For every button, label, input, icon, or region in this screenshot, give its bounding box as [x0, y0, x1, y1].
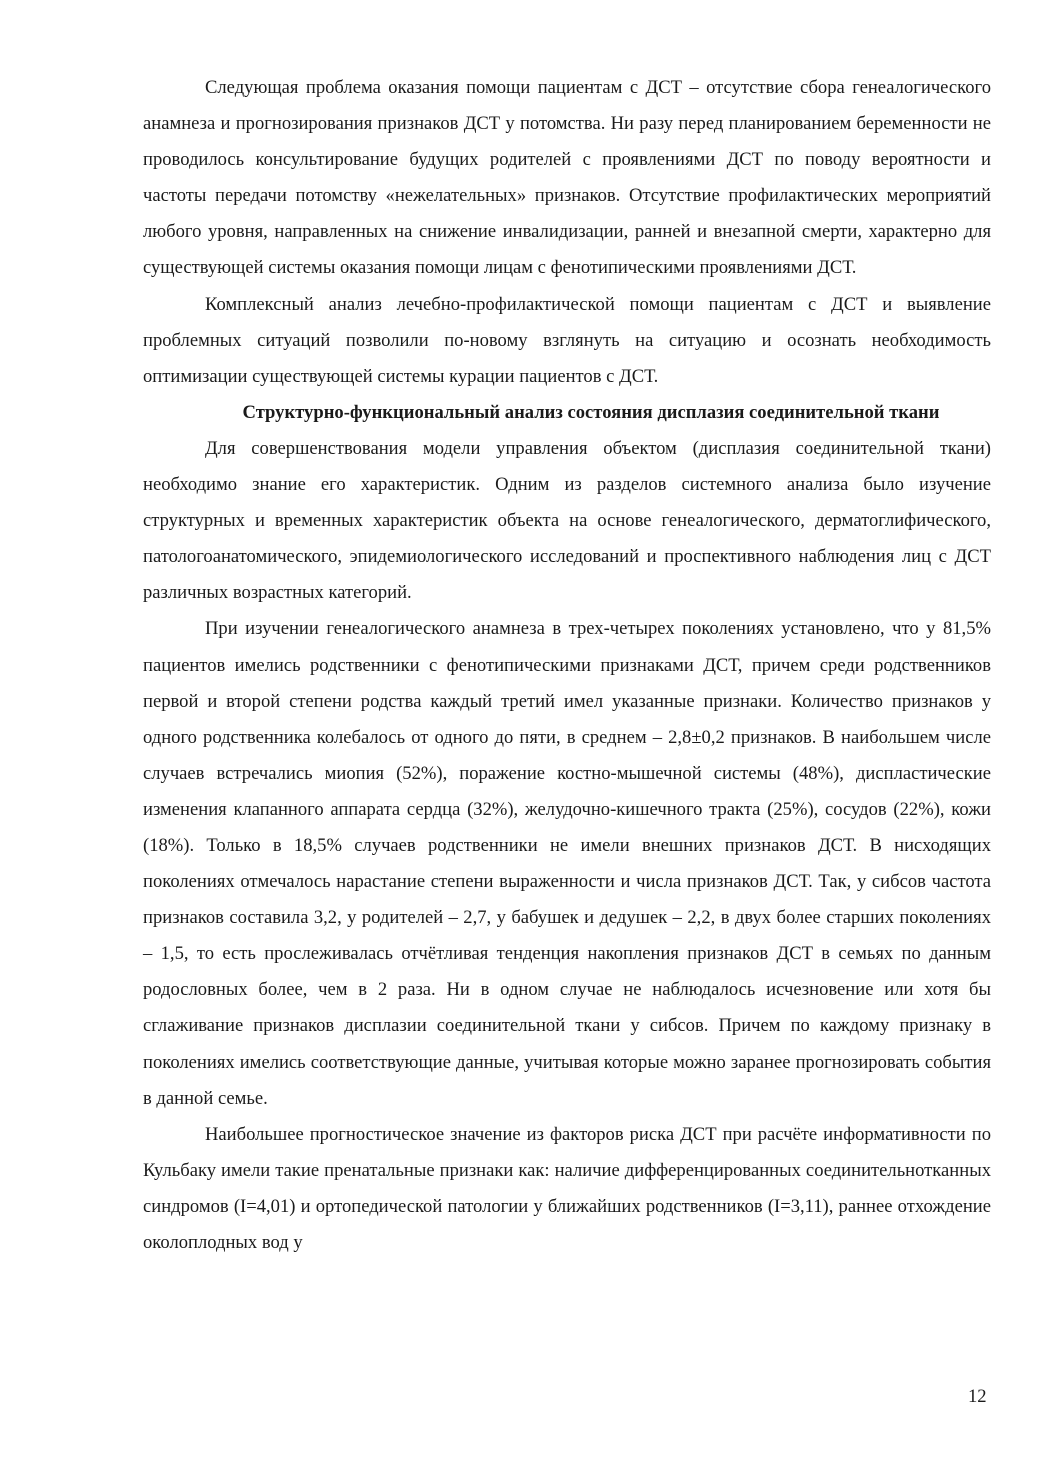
paragraph-prognostic-factors: Наибольшее прогностическое значение из факторов риска ДСТ при расчёте информативности по Кульбаку имели такие пренатальные признаки как: наличие дифференцированных соединительнотканных синдромов (I=4,01) и ортопедической патологии у ближайших родственников (I=3,11), раннее отхождение околоплодных вод у [143, 1123, 991, 1253]
paragraph-dct-care-problem: Следующая проблема оказания помощи пациентам с ДСТ – отсутствие сбора генеалогического анамнеза и прогнозирования признаков ДСТ у потомства. Ни разу перед планированием беременности не проводилось консультирование будущих родителей с проявлениями ДСТ по поводу вероятности и частоты передачи потомству «нежелательных» признаков. Отсутствие профилактических мероприятий любого уровня, направленных на снижение инвалидизации, ранней и внезапной смерти, характерно для существующей системы оказания помощи лицам с фенотипическими проявлениями ДСТ. [143, 77, 991, 279]
paragraph-genealogical-anamnesis: При изучении генеалогического анамнеза в трех-четырех поколениях установлено, что у 81,5% пациентов имелись родственники с фенотипическими признаками ДСТ, причем среди родственников первой и второй степени родства каждый третий имел указанные признаки. Количество признаков у одного родственника колебалось от одного до пяти, в среднем – 2,8±0,2 признаков. В наибольшем числе случаев встречались миопия (52%), поражение костно-мышечной системы (48%), диспластические изменения клапанного аппарата сердца (32%), желудочно-кишечного тракта (25%), сосудов (22%), кожи (18%). Только в 18,5% случаев родственники не имели внешних признаков ДСТ. В нисходящих поколениях отмечалось нарастание степени выраженности и числа признаков ДСТ. Так, у сибсов частота признаков составила 3,2, у родителей – 2,7, у бабушек и дедушек – 2,2, в двух более старших поколениях – 1,5, то есть прослеживалась отчётливая тенденция накопления признаков ДСТ в семьях по данным родословных более, чем в 2 раза. Ни в одном случае не наблюдалось исчезновение или хотя бы сглаживание признаков дисплазии соединительной ткани у сибсов. Причем по каждому признаку в поколениях имелись соответствующие данные, учитывая которые можно заранее прогнозировать события в данной семье. [143, 618, 991, 1109]
page-number: 12 [968, 1386, 987, 1407]
paragraph-model-improvement: Для совершенствования модели управления объектом (дисплазия соединительной ткани) необходимо знание его характеристик. Одним из разделов системного анализа было изучение структурных и временных характеристик объекта на основе генеалогического, дерматоглифического, патологоанатомического, эпидемиологического исследований и проспективного наблюдения лиц с ДСТ различных возрастных категорий. [143, 437, 991, 604]
document-page [143, 70, 991, 1261]
paragraph-complex-analysis: Комплексный анализ лечебно-профилактической помощи пациентам с ДСТ и выявление проблемных ситуаций позволили по-новому взглянуть на ситуацию и осознать необходимость оптимизации существующей системы курации пациентов с ДСТ. [143, 293, 991, 387]
section-heading: Структурно-функциональный анализ состояния дисплазия соединительной ткани [242, 401, 940, 423]
